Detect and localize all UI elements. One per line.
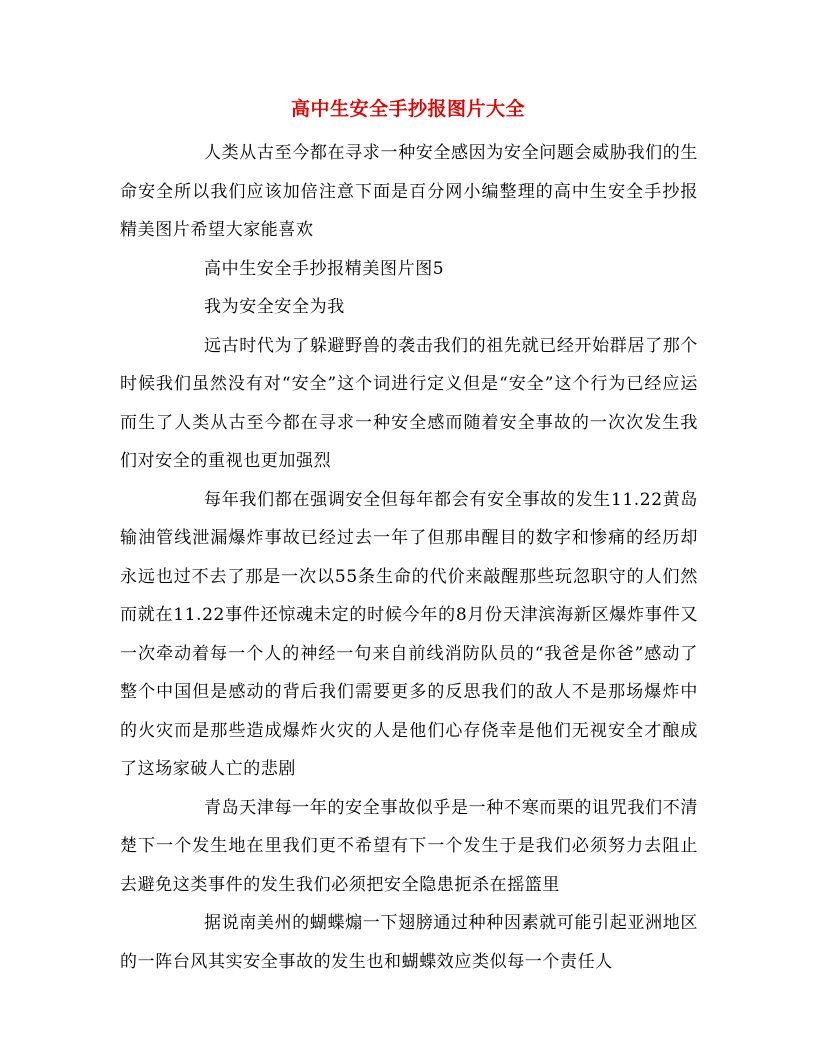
- paragraph-ancient-times: 远古时代为了躲避野兽的袭击我们的祖先就已经开始群居了那个时候我们虽然没有对“安全”这个词进行定义但是“安全”这个行为已经应运而生了人类从古至今都在寻求一种安全感而随着安全事故的一次次发生我们对安全的重视也更加强烈: [120, 335, 698, 471]
- paragraph-intro: 人类从古至今都在寻求一种安全感因为安全问题会威胁我们的生命安全所以我们应该加倍注意下面是百分网小编整理的高中生安全手抄报精美图片希望大家能喜欢: [120, 143, 698, 240]
- paragraph-accidents: 每年我们都在强调安全但每年都会有安全事故的发生11.22黄岛输油管线泄漏爆炸事故已经过去一年了但那串醒目的数字和惨痛的经历却永远也过不去了那是一次以55条生命的代价来敲醒那些玩忽职守的人们然而就在11.22事件还惊魂未定的时候今年的8月份天津滨海新区爆炸事件又一次牵动着每一个人的神经一句来自前线消防队员的“我爸是你爸”感动了整个中国但是感动的背后我们需要更多的反思我们的敌人不是那场爆炸中的火灾而是那些造成爆炸火灾的人是他们心存侥幸是他们无视安全才酿成了这场家破人亡的悲剧: [120, 489, 698, 779]
- document-title: 高中生安全手抄报图片大全: [290, 98, 525, 120]
- paragraph-image-caption: 高中生安全手抄报精美图片图5: [204, 258, 445, 279]
- paragraph-subtitle: 我为安全安全为我: [204, 297, 345, 317]
- document-body: [120, 134, 698, 981]
- paragraph-butterfly-effect: 据说南美州的蝴蝶煽一下翅膀通过种种因素就可能引起亚洲地区的一阵台风其实安全事故的发生也和蝴蝶效应类似每一个责任人: [120, 913, 698, 972]
- paragraph-qingdao-tianjin: 青岛天津每一年的安全事故似乎是一种不寒而栗的诅咒我们不清楚下一个发生地在里我们更不希望有下一个发生于是我们必须努力去阻止去避免这类事件的发生我们必须把安全隐患扼杀在摇篮里: [120, 797, 698, 895]
